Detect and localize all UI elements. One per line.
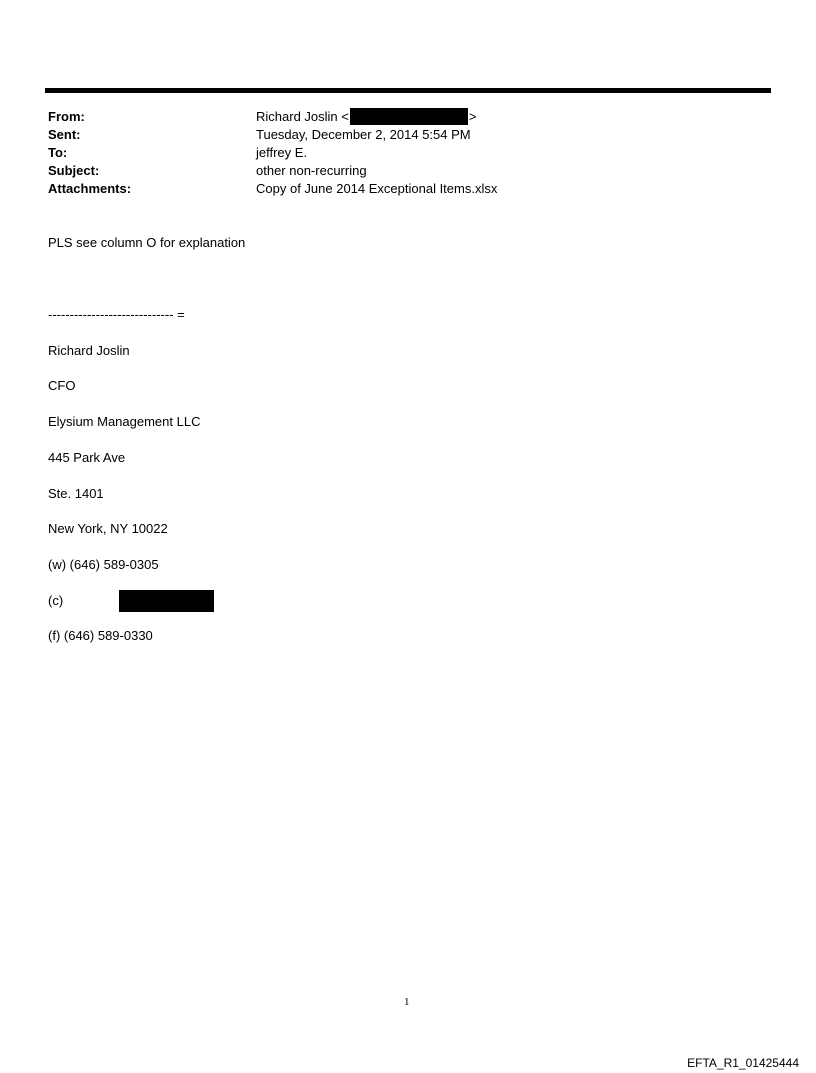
signature-address-suite: Ste. 1401 — [48, 486, 104, 501]
signature-city: New York, NY 10022 — [48, 521, 168, 536]
signature-cell-phone — [48, 592, 248, 610]
sent-value: Tuesday, December 2, 2014 5:54 PM — [256, 127, 471, 142]
signature-title: CFO — [48, 378, 76, 393]
from-row — [48, 108, 748, 126]
subject-value: other non-recurring — [256, 163, 367, 178]
signature-fax: (f) (646) 589-0330 — [48, 628, 153, 643]
redacted-email — [350, 108, 468, 125]
message-body: PLS see column O for explanation — [48, 235, 246, 250]
cell-label: (c) — [48, 593, 64, 608]
attachments-label: Attachments: — [48, 181, 132, 196]
attachments-value: Copy of June 2014 Exceptional Items.xlsx — [256, 181, 498, 196]
sent-label: Sent: — [48, 127, 81, 142]
signature-work-phone: (w) (646) 589-0305 — [48, 557, 159, 572]
signature-name: Richard Joslin — [48, 343, 130, 358]
header-divider — [45, 88, 771, 93]
signature-address-street: 445 Park Ave — [48, 450, 126, 465]
subject-row — [48, 162, 748, 180]
from-name: Richard Joslin < — [256, 109, 349, 124]
email-header — [48, 108, 748, 198]
to-row — [48, 144, 748, 162]
signature-separator: ----------------------------- = — [48, 307, 185, 322]
from-close: > — [468, 109, 477, 124]
to-label: To: — [48, 145, 68, 160]
bates-number: EFTA_R1_01425444 — [687, 1056, 799, 1070]
page-number: 1 — [404, 996, 410, 1008]
to-value: jeffrey E. — [256, 145, 308, 160]
attachments-row — [48, 180, 748, 198]
signature-company: Elysium Management LLC — [48, 414, 201, 429]
from-value — [256, 108, 476, 126]
subject-label: Subject: — [48, 163, 100, 178]
from-label: From: — [48, 109, 85, 124]
sent-row — [48, 126, 748, 144]
redacted-cell-number — [119, 590, 214, 612]
